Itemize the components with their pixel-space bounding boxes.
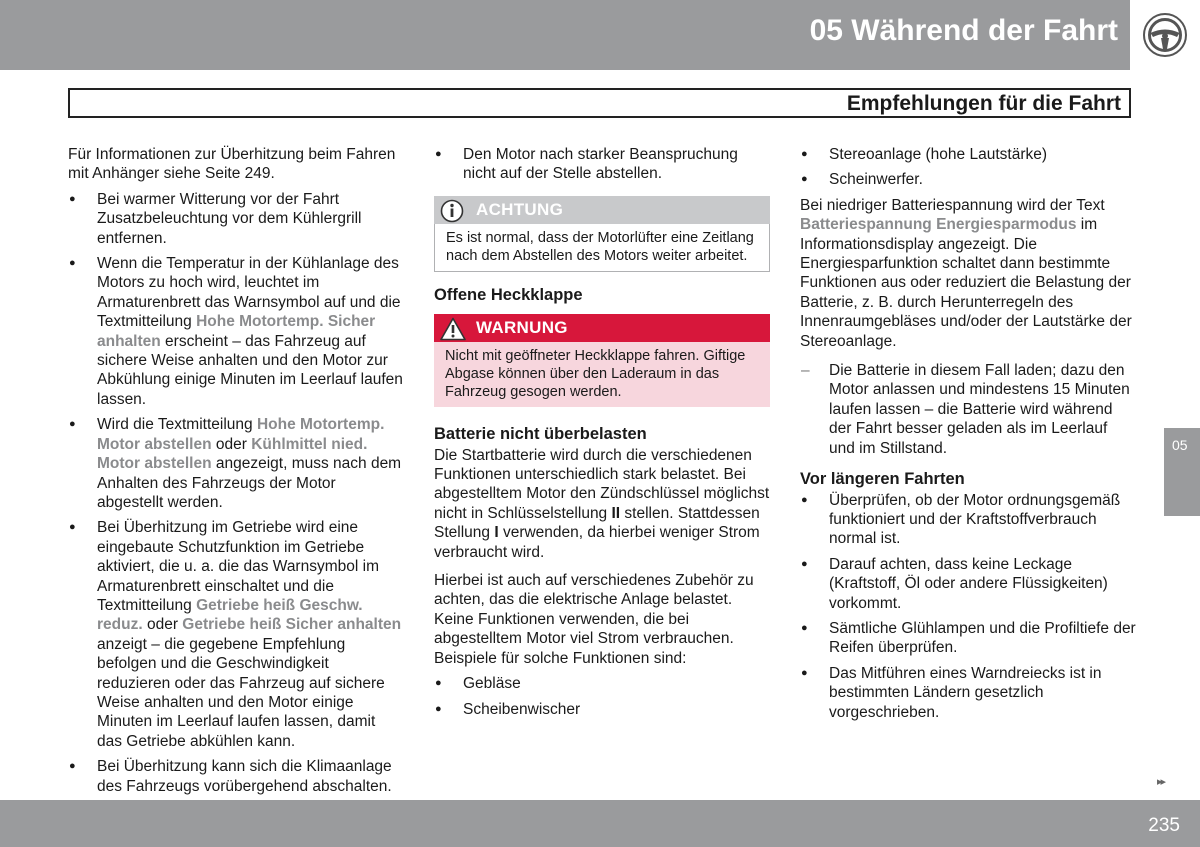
list-item: ● Den Motor nach starker Beanspruchung nicht auf der Stelle abstellen. <box>434 145 770 184</box>
list-item: ● Sämtliche Glühlampen und die Profiltiefe der Reifen überprüfen. <box>800 619 1136 658</box>
warnung-text: Nicht mit geöffneter Heckklappe fahren. Giftige Abgase können über den Laderaum in das Fahrzeug gesogen werden. <box>434 342 770 407</box>
steering-wheel-icon <box>1142 12 1188 58</box>
display-message: Hohe Motortemp. Sicher anhalten <box>97 313 376 350</box>
list-item: ● Bei warmer Witterung vor der Fahrt Zusatzbeleuchtung vor dem Kühlergrill entfernen. <box>68 190 404 248</box>
list-item: ● Wenn die Temperatur in der Kühlanlage des Motors zu hoch wird, leuchtet im Armaturenbrett das Warnsymbol auf und die Textmitteilung Hohe Motortemp. Sicher anhalten erscheint – das Fahrzeug auf sichere Weise anhalten und den Motor zur Abkühlung einige Minuten im Leerlauf laufen lassen. <box>68 254 404 409</box>
warnung-notice <box>434 314 770 407</box>
list-item: ● Scheibenwischer <box>434 700 770 719</box>
chapter-logo <box>1130 0 1200 70</box>
achtung-text: Es ist normal, dass der Motorlüfter eine Zeitlang nach dem Abstellen des Motors weiter arbeitet. <box>434 224 770 272</box>
intro-paragraph: Für Informationen zur Überhitzung beim Fahren mit Anhänger siehe Seite 249. <box>68 146 396 183</box>
info-icon <box>440 199 464 223</box>
list-item: ● Bei Überhitzung kann sich die Klimaanlage des Fahrzeugs vorübergehend abschalten. <box>68 757 404 796</box>
list-item: ● Darauf achten, dass keine Leckage (Kraftstoff, Öl oder andere Flüssigkeiten) vorkommt. <box>800 555 1136 613</box>
footer-band <box>0 800 1200 847</box>
achtung-notice <box>434 196 770 272</box>
chapter-side-tab: 05 <box>1164 428 1200 516</box>
page-number: 235 <box>1148 815 1180 836</box>
list-item: ● Gebläse <box>434 674 770 693</box>
battery-paragraph-2: Hierbei ist auch auf verschiedenes Zubehör zu achten, das die elektrische Anlage belastet. Keine Funktionen verwenden, die bei abgestelltem Motor viel Strom verbrauchen. Beispiele für solche Funktionen sind: <box>434 572 754 667</box>
warning-triangle-icon <box>440 317 466 341</box>
list-item: ● Scheinwerfer. <box>800 170 1136 189</box>
section-title-box <box>68 88 1131 118</box>
display-message: Kühlmittel nied. Motor abstellen <box>97 435 368 473</box>
continue-arrow-icon: ▸▸ <box>1157 776 1165 788</box>
section-title: Empfehlungen für die Fahrt <box>846 92 1121 115</box>
warnung-header <box>434 314 770 342</box>
list-item: ● Stereoanlage (hohe Lautstärke) <box>800 145 1136 164</box>
heading-offene-heckklappe: Offene Heckklappe <box>434 285 583 304</box>
list-item: – Die Batterie in diesem Fall laden; dazu den Motor anlassen und mindestens 15 Minuten laufen lassen – die Batterie wird während der Fahrt besser geladen als im Leerlauf und im Stillstand. <box>800 361 1136 458</box>
chapter-title: 05 Während der Fahrt <box>809 14 1118 47</box>
heading-batterie: Batterie nicht überbelasten <box>434 425 647 444</box>
list-item: ● Wird die Textmitteilung Hohe Motortemp. Motor abstellen oder Kühlmittel nied. Motor abstellen angezeigt, muss nach dem Anhalten des Fahrzeugs der Motor abgestellt werden. <box>68 415 404 512</box>
warnung-label: WARNUNG <box>476 318 568 338</box>
display-message: Hohe Motortemp. Motor abstellen <box>97 416 385 453</box>
list-item: ● Bei Überhitzung im Getriebe wird eine eingebaute Schutzfunktion im Getriebe aktiviert, die u. a. die das Warnsymbol im Armaturenbrett einschaltet und die Textmitteilung Getriebe heiß Geschw. reduz. oder Getriebe heiß Sicher anhalten anzeigt – die gegebene Empfehlung befolgen und die Geschwindigkeit reduzieren oder das Fahrzeug auf sichere Weise anhalten und den Motor einige Minuten im Leerlauf laufen lassen, damit das Getriebe abkühlen kann. <box>68 518 404 751</box>
display-message: Getriebe heiß Geschw. reduz. <box>97 596 363 634</box>
achtung-header <box>434 196 770 224</box>
heading-vor-laengeren-fahrten: Vor längeren Fahrten <box>800 470 965 489</box>
achtung-label: ACHTUNG <box>476 199 564 219</box>
list-item: ● Überprüfen, ob der Motor ordnungsgemäß funktioniert und der Kraftstoffverbrauch normal ist. <box>800 491 1136 549</box>
display-message: Batteriespannung Energiesparmodus <box>800 216 1077 234</box>
column-3 <box>800 145 1136 728</box>
battery-paragraph-1: Die Startbatterie wird durch die verschiedenen Funktionen unterschiedlich stark belastet. Bei abgestelltem Motor den Zündschlüssel möglichst nicht in Schlüsselstellung II stellen. Stattdessen Stellung I verwenden, da hierbei weniger Strom verbraucht wird. <box>434 446 770 561</box>
column-1 <box>68 145 404 802</box>
list-item: ● Das Mitführen eines Warndreiecks ist in bestimmten Ländern gesetzlich vorgeschrieben. <box>800 664 1136 722</box>
energy-saving-paragraph: Bei niedriger Batteriespannung wird der Text Batteriespannung Energiesparmodus im Informationsdisplay angezeigt. Die Energiesparfunktion schaltet dann bestimmte Funktionen aus oder reduziert die Belastung der Batterie, z. B. durch Herunterregeln des Innenraumgebläses und/oder der Lautstärke der Stereoanlage. <box>800 196 1132 350</box>
column-2 <box>434 145 770 725</box>
display-message: Getriebe heiß Sicher anhalten <box>182 616 402 634</box>
